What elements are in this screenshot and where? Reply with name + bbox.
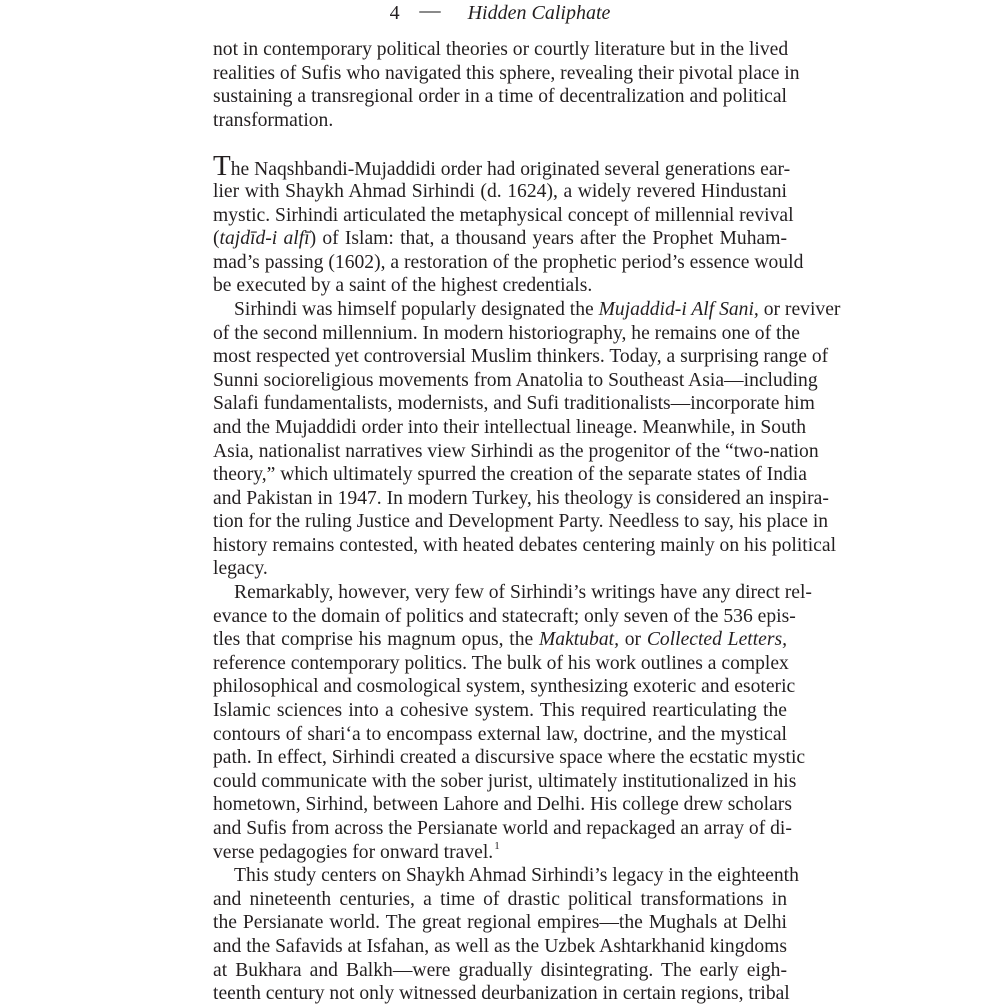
line-text: tles that comprise his magnum opus, the	[213, 629, 539, 651]
line-text: he Naqshbandi-Mujaddidi order had originated several generations ear-	[230, 159, 791, 181]
text-line	[213, 628, 787, 652]
text-line: realities of Sufis who navigated this sphere, revealing their pivotal place in	[213, 62, 800, 84]
page-number: 4	[389, 2, 400, 24]
dash-ornament-icon	[419, 11, 441, 13]
italic-term: Collected Letters,	[646, 629, 787, 651]
text-line: philosophical and cosmological system, synthesizing exoteric and esoteric	[213, 676, 796, 698]
large-initial: T	[213, 150, 231, 183]
italic-term: tajdīd-i alfī	[219, 228, 310, 250]
line-text: verse pedagogies for onward travel.	[213, 841, 494, 863]
line-text: or reviver	[758, 298, 841, 320]
text-line: teenth century not only witnessed deurbanization in certain regions, tribal	[213, 983, 790, 1005]
text-line: mad’s passing (1602), a restoration of the prophetic period’s essence would	[213, 251, 804, 273]
text-line: path. In effect, Sirhindi created a discursive space where the ecstatic mystic	[213, 747, 806, 769]
italic-term: Maktubat,	[538, 629, 619, 651]
paragraph-section-start	[213, 150, 804, 298]
text-line: sustaining a transregional order in a time of decentralization and political	[213, 86, 787, 108]
footnote-marker[interactable]: 1	[494, 839, 500, 852]
text-line: contours of shari‘a to encompass external law, doctrine, and the mystical	[213, 723, 787, 745]
line-text: ) of Islam: that, a thousand years after the Prophet Muham-	[309, 228, 787, 250]
text-line: and Sufis from across the Persianate world and repackaged an array of di-	[213, 818, 792, 839]
text-line: reference contemporary politics. The bulk of his work outlines a complex	[213, 652, 789, 674]
text-line: and Pakistan in 1947. In modern Turkey, his theology is considered an inspira-	[213, 487, 829, 509]
text-line: could communicate with the sober jurist, ultimately institutionalized in his	[213, 770, 797, 792]
text-line: and nineteenth centuries, a time of drastic political transformations in	[213, 888, 787, 910]
text-line: Salafi fundamentalists, modernists, and Sufi traditionalists—incorporate him	[213, 393, 815, 415]
text-line: at Bukhara and Balkh—were gradually disintegrating. The early eigh-	[213, 959, 787, 981]
text-line: Islamic sciences into a cohesive system. This required rearticulating the	[213, 700, 787, 722]
paragraph	[213, 864, 799, 1006]
text-line	[213, 227, 787, 251]
text-line: the Persianate world. The great regional empires—the Mughals at Delhi	[213, 912, 787, 934]
text-line: mystic. Sirhindi articulated the metaphysical concept of millennial revival	[213, 204, 794, 226]
paragraph	[213, 298, 841, 581]
text-line: Remarkably, however, very few of Sirhindi’s writings have any direct rel-	[234, 582, 812, 604]
text-line: lier with Shaykh Ahmad Sirhindi (d. 1624), a widely revered Hindustani	[213, 180, 787, 202]
text-line: tion for the ruling Justice and Development Party. Needless to say, his place in	[213, 511, 829, 533]
italic-term: Mujaddid-i Alf Sani,	[598, 298, 759, 320]
text-line: transformation.	[213, 109, 334, 131]
text-line: This study centers on Shaykh Ahmad Sirhindi’s legacy in the eighteenth	[234, 865, 799, 887]
body-text	[213, 38, 841, 1006]
text-line: evance to the domain of politics and statecraft; only seven of the 536 epis-	[213, 605, 796, 627]
text-line	[213, 841, 787, 865]
text-line: most respected yet controversial Muslim thinkers. Today, a surprising range of	[213, 346, 829, 368]
running-head	[0, 0, 1000, 28]
text-line: hometown, Sirhind, between Lahore and Delhi. His college drew scholars	[213, 794, 792, 816]
text-line	[213, 150, 791, 183]
text-line: Sunni socioreligious movements from Anatolia to Southeast Asia—including	[213, 369, 818, 391]
text-line: be executed by a saint of the highest credentials.	[213, 275, 593, 297]
book-title: Hidden Caliphate	[467, 2, 611, 24]
line-text: (	[213, 228, 220, 250]
line-text: Sirhindi was himself popularly designated the	[234, 298, 599, 320]
text-line: not in contemporary political theories or courtly literature but in the lived	[213, 39, 789, 60]
text-line: history remains contested, with heated debates centering mainly on his political	[213, 534, 837, 556]
text-line: and the Safavids at Isfahan, as well as the Uzbek Ashtarkhanid kingdoms	[213, 935, 787, 957]
text-line: legacy.	[213, 558, 268, 580]
paragraph-continuation	[213, 38, 800, 132]
text-line: theory,” which ultimately spurred the creation of the separate states of India	[213, 464, 807, 486]
text-line	[213, 298, 841, 322]
text-line: of the second millennium. In modern historiography, he remains one of the	[213, 322, 800, 344]
paragraph	[213, 581, 812, 864]
text-line: and the Mujaddidi order into their intellectual lineage. Meanwhile, in South	[213, 416, 807, 438]
line-text: or	[618, 629, 647, 651]
text-line: Asia, nationalist narratives view Sirhindi as the progenitor of the “two-nation	[213, 440, 819, 462]
